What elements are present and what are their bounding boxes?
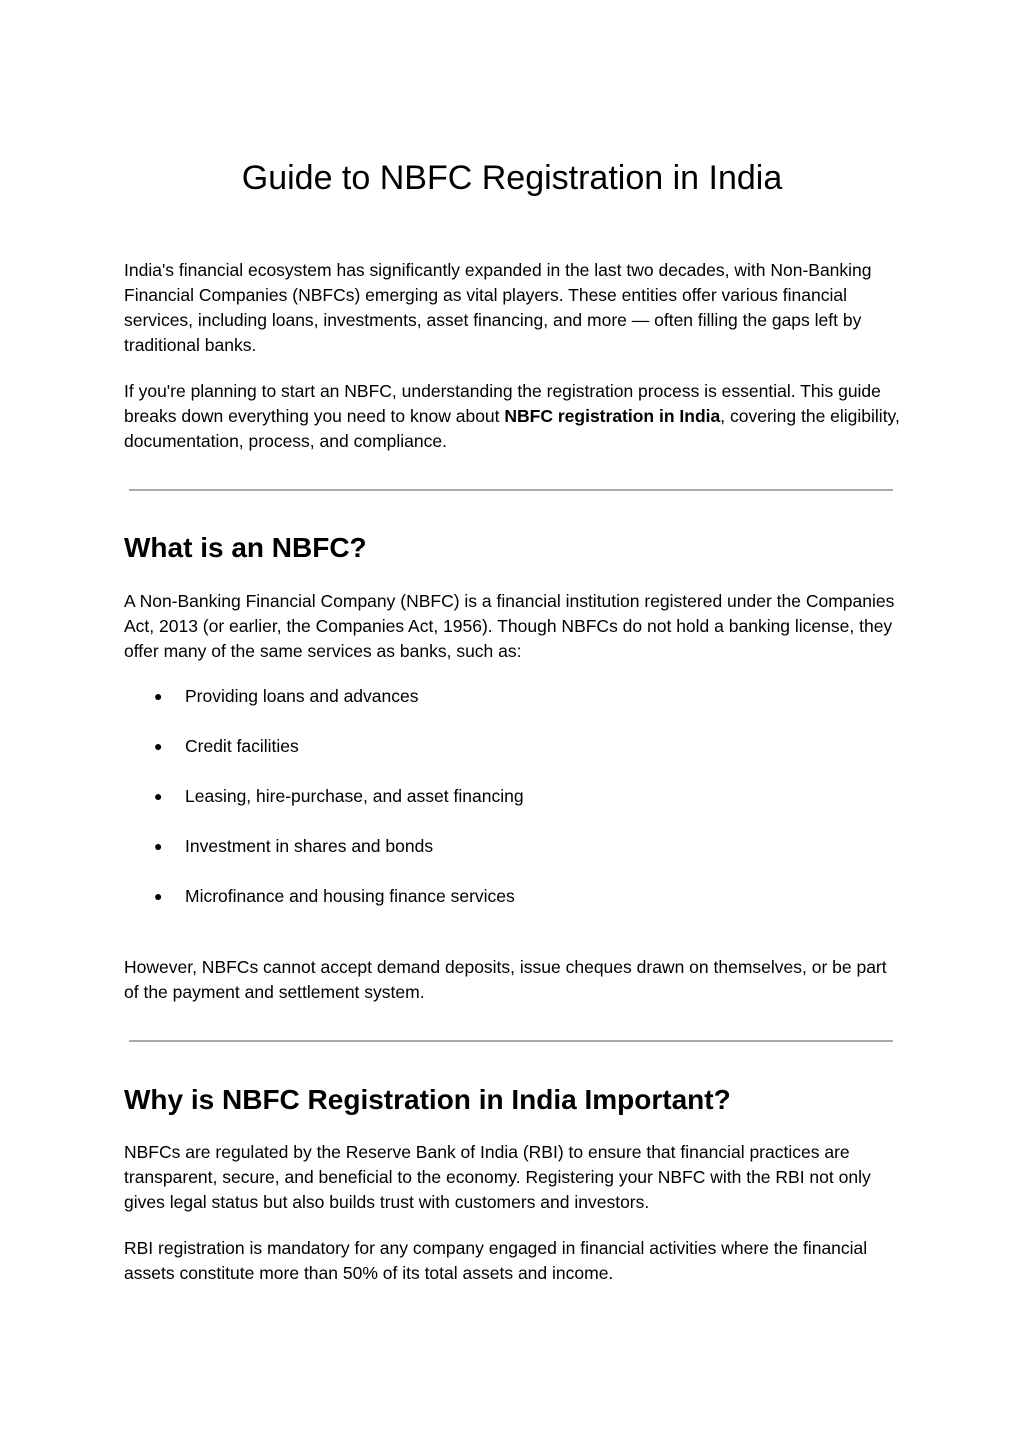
list-item-text: Leasing, hire-purchase, and asset financing [185,786,524,806]
intro-paragraph-2 [124,379,904,454]
bullet-icon: ● [154,888,163,904]
intro-paragraph-2-text-end: , covering the eligibility, documentation, process, and compliance. [124,406,900,451]
list-item-text: Providing loans and advances [185,686,419,706]
list-item [124,684,904,734]
section1-paragraph-1: A Non-Banking Financial Company (NBFC) is a financial institution registered under the Companies Act, 2013 (or earlier, the Companies Act, 1956). Though NBFCs do not hold a banking license, they offer many of the same services as banks, such as: [124,591,895,661]
nbfc-services-list [124,684,904,934]
horizontal-divider [129,489,893,491]
intro-paragraph-1: India's financial ecosystem has significantly expanded in the last two decades, with Non-Banking Financial Companies (NBFCs) emerging as vital players. These entities offer various financial services, including loans, investments, asset financing, and more — often filling the gaps left by traditional banks. [124,260,872,355]
section2-paragraph-1: NBFCs are regulated by the Reserve Bank of India (RBI) to ensure that financial practices are transparent, secure, and beneficial to the economy. Registering your NBFC with the RBI not only gives legal status but also builds trust with customers and investors. [124,1142,871,1212]
intro-paragraph-2-bold-link-text: NBFC registration in India [504,406,721,426]
bullet-icon: ● [154,788,163,804]
intro-paragraph-2-text-start: If you're planning to start an NBFC, understanding the registration process is essential. This guide breaks down everything you need to know about [124,381,881,426]
section1-paragraph-2: However, NBFCs cannot accept demand deposits, issue cheques drawn on themselves, or be part of the payment and settlement system. [124,957,887,1002]
section-heading-what-is-nbfc: What is an NBFC? [124,532,367,563]
section2-paragraph-2: RBI registration is mandatory for any company engaged in financial activities where the financial assets constitute more than 50% of its total assets and income. [124,1238,868,1283]
bullet-icon: ● [154,738,163,754]
bullet-icon: ● [154,838,163,854]
list-item-text: Investment in shares and bonds [185,836,434,856]
horizontal-divider [129,1040,893,1042]
bullet-icon: ● [154,688,163,704]
list-item-text: Microfinance and housing finance services [185,886,515,906]
list-item [124,784,904,834]
list-item-text: Credit facilities [185,736,299,756]
document-title: Guide to NBFC Registration in India [241,159,783,197]
list-item [124,834,904,884]
list-item [124,884,904,934]
section-heading-why-registration-important: Why is NBFC Registration in India Important? [124,1084,731,1115]
list-item [124,734,904,784]
